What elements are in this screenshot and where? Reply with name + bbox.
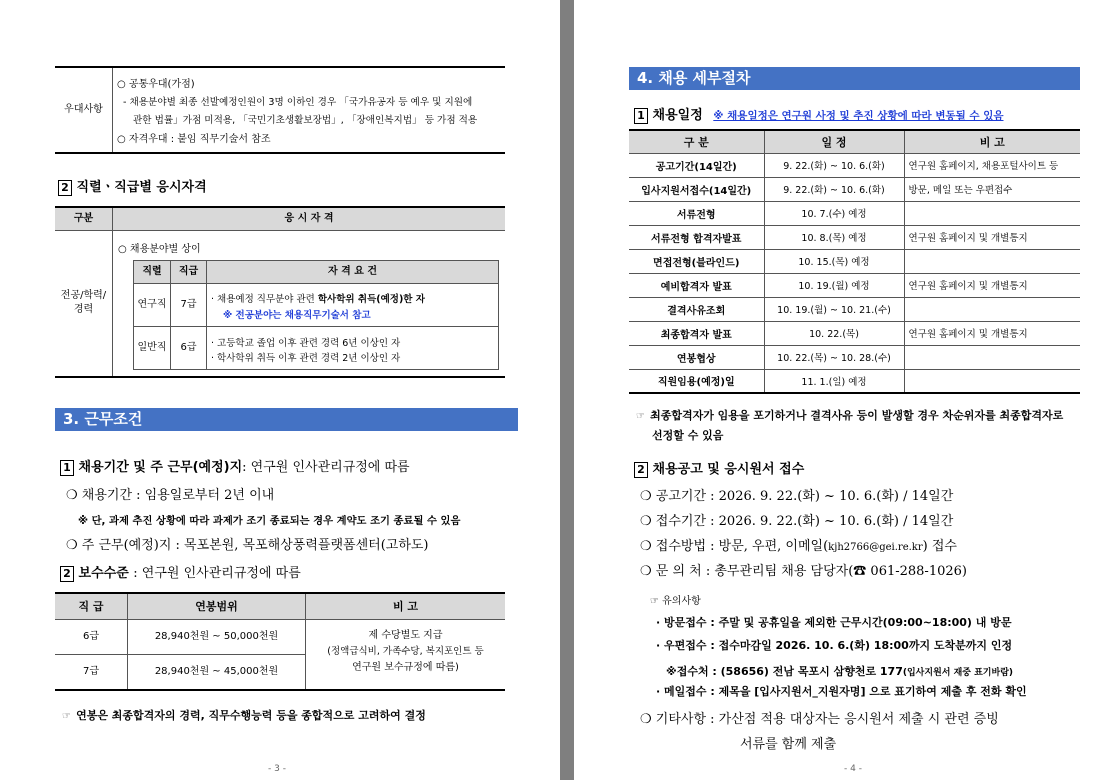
qualification-title: 직렬ㆍ직급별 응시자격: [76, 180, 207, 195]
inner-row1-line-2: ※ 전공분야는 채용직무기술서 참고: [223, 310, 371, 321]
schedule-remark: 방문, 메일 또는 우편접수: [904, 177, 1080, 201]
salary-footnote-text: 연봉은 최종합격자의 경력, 직무수행능력 등을 종합적으로 고려하여 결정: [76, 709, 426, 722]
application-bullet-1: ❍ 공고기간 : 2026. 9. 22.(화) ~ 10. 6.(화) / 14일간: [640, 489, 954, 504]
pay-row1-grade: 6급: [55, 620, 128, 655]
schedule-item: 결격사유조회: [629, 297, 764, 321]
pay-header-range: 연봉범위: [128, 594, 306, 620]
application-bullet-3a: ❍ 접수방법 : 방문, 우편, 이메일(: [640, 539, 829, 554]
replacement-note: [636, 404, 1063, 445]
schedule-remark: [904, 297, 1080, 321]
qualification-table: [55, 206, 505, 378]
schedule-row: [629, 249, 1080, 273]
inner-header-track: 직렬: [134, 261, 171, 284]
schedule-row: [629, 369, 1080, 393]
schedule-date: 10. 22.(목) ~ 10. 28.(수): [764, 345, 904, 369]
inner-row2-grade: 6급: [171, 327, 207, 369]
preference-line-2: - 채용분야별 최종 선발예정인원이 3명 이하인 경우 「국가유공자 등 예우 및 지원에: [123, 97, 473, 108]
preference-box: [55, 66, 505, 154]
schedule-item: 공고기간(14일간): [629, 153, 764, 177]
pay-heading: [60, 562, 301, 582]
schedule-row: [629, 273, 1080, 297]
section-number-box: 2: [634, 462, 648, 478]
preference-line-1: ○ 공통우대(가점): [117, 79, 195, 90]
qual-note: ○ 채용분야별 상이: [118, 244, 201, 255]
schedule-row: [629, 225, 1080, 249]
schedule-item: 직원임용(예정)일: [629, 369, 764, 393]
schedule-date: 10. 19.(월) 예정: [764, 273, 904, 297]
pay-remark-line-1: 제 수당별도 지급: [368, 630, 443, 641]
pay-row2-range: 28,940천원 ~ 45,000천원: [128, 655, 306, 689]
schedule-item: 서류전형 합격자발표: [629, 225, 764, 249]
inner-row1-line-1: [211, 291, 425, 305]
schedule-date: 10. 19.(월) ~ 10. 21.(수): [764, 297, 904, 321]
preference-line-3: 관한 법률」가점 미적용, 「국민기초생활보장법」, 「장애인복지법」 등 가점 적용: [133, 115, 478, 126]
schedule-header-remark: 비 고: [904, 130, 1080, 153]
schedule-heading: [634, 104, 1004, 124]
qualification-heading: [58, 176, 207, 196]
section-number-box: 2: [60, 566, 74, 582]
schedule-remark: 연구원 홈페이지 및 개별통지: [904, 321, 1080, 345]
period-note: ※ 단, 과제 추진 상황에 따라 과제가 조기 종료되는 경우 계약도 조기 종료될 수 있음: [78, 515, 461, 527]
qual-row-label-line-1: 전공/학력/: [60, 290, 107, 301]
schedule-date: 10. 7.(수) 예정: [764, 201, 904, 225]
schedule-date: 10. 22.(목): [764, 321, 904, 345]
section-number-box: 1: [634, 108, 648, 124]
inner-row2-line-1: · 고등학교 졸업 이후 관련 경력 6년 이상인 자: [211, 338, 401, 349]
application-bullet-3: [640, 535, 957, 554]
caution-line-4: · 메일접수 : 제목을 [입사지원서_지원자명] 으로 표기하여 제출 후 전화 확인: [656, 685, 1027, 698]
schedule-date: 9. 22.(화) ~ 10. 6.(화): [764, 153, 904, 177]
schedule-row: [629, 345, 1080, 369]
schedule-date: 10. 8.(목) 예정: [764, 225, 904, 249]
pay-row2-grade: 7급: [55, 655, 128, 689]
application-title: 채용공고 및 응시원서 접수: [652, 462, 805, 477]
pay-title: 보수수준: [78, 566, 129, 581]
schedule-item: 연봉협상: [629, 345, 764, 369]
caution-line-3b: (입사지원서 재중 표기바람): [902, 668, 1014, 678]
application-bullet-4: ❍ 문 의 처 : 총무관리팀 채용 담당자(☎ 061-288-1026): [640, 564, 967, 579]
period-suffix: : 연구원 인사관리규정에 따름: [242, 460, 410, 475]
schedule-header-date: 일 정: [764, 130, 904, 153]
caution-line-1: · 방문접수 : 주말 및 공휴일을 제외한 근무시간(09:00~18:00) 내 방문: [656, 616, 1012, 629]
inner-header-grade: 직급: [171, 261, 207, 284]
schedule-remark: 연구원 홈페이지, 채용포털사이트 등: [904, 153, 1080, 177]
schedule-row: [629, 297, 1080, 321]
schedule-header-item: 구 분: [629, 130, 764, 153]
application-bullet-5-cont: 서류를 함께 제출: [740, 737, 837, 752]
schedule-row: [629, 177, 1080, 201]
schedule-date: 9. 22.(화) ~ 10. 6.(화): [764, 177, 904, 201]
section-number-box: 2: [58, 180, 72, 196]
inner-row2-line-2: · 학사학위 취득 이후 관련 경력 2년 이상인 자: [211, 353, 401, 364]
inner-row1-grade: 7급: [171, 284, 207, 327]
period-bullet-1: ❍ 채용기간 : 임용일로부터 2년 이내: [66, 488, 275, 503]
schedule-item: 서류전형: [629, 201, 764, 225]
pay-remark-cell: [306, 628, 505, 676]
schedule-item: 면접전형(블라인드): [629, 249, 764, 273]
schedule-rows: [629, 153, 1080, 393]
pay-row1-range: 28,940천원 ~ 50,000천원: [128, 620, 306, 655]
schedule-remark: 연구원 홈페이지 및 개별통지: [904, 225, 1080, 249]
application-heading: [634, 458, 804, 478]
period-bullet-2: ❍ 주 근무(예정)지 : 목포본원, 목포해상풍력플랫폼센터(고하도): [66, 538, 429, 553]
schedule-date: 10. 15.(목) 예정: [764, 249, 904, 273]
inner-header-requirement: 자 격 요 건: [207, 261, 498, 284]
schedule-row: [629, 201, 1080, 225]
preference-label: 우대사항: [55, 68, 113, 152]
schedule-item: 입사지원서접수(14일간): [629, 177, 764, 201]
pay-table: [55, 592, 505, 691]
schedule-row: [629, 153, 1080, 177]
qual-row-label: [55, 231, 113, 376]
replacement-note-line-2: 선정할 수 있음: [652, 429, 724, 442]
inner-row1-requirement: [207, 284, 498, 327]
qual-inner-table: [133, 260, 499, 370]
pay-header-grade: 직 급: [55, 594, 128, 620]
caution-line-3a: ※접수처 : (58656) 전남 목포시 삼향천로 177: [666, 665, 903, 678]
schedule-table: [629, 129, 1080, 394]
application-email-link[interactable]: kjh2766@gei.re.kr: [828, 542, 923, 553]
section-4-bar: 4. 채용 세부절차: [629, 67, 1080, 90]
section-number-box: 1: [60, 460, 74, 476]
replacement-note-line-1: 최종합격자가 임용을 포기하거나 결격사유 등이 발생할 경우 차순위자를 최종합격자로: [650, 409, 1064, 422]
period-title: 채용기간 및 주 근무(예정)지: [78, 460, 243, 475]
application-bullet-5: ❍ 기타사항 : 가산점 적용 대상자는 응시원서 제출 시 관련 증빙: [640, 712, 999, 727]
application-bullet-3b: ) 접수: [922, 539, 957, 554]
pay-header-remark: 비 고: [306, 594, 505, 620]
schedule-item: 최종합격자 발표: [629, 321, 764, 345]
page-4: [574, 0, 1118, 780]
inner-row2-track: 일반직: [134, 327, 171, 369]
inner-row1-line-1a: · 채용예정 직무분야 관련: [211, 294, 318, 305]
inner-row1-line-1b: 학사학위 취득(예정)한 자: [317, 294, 425, 305]
schedule-remark: [904, 201, 1080, 225]
caution-heading: ☞ 유의사항: [650, 596, 701, 607]
inner-row1-track: 연구직: [134, 284, 171, 327]
pointing-hand-icon: ☞: [636, 411, 645, 422]
page-number: - 3 -: [268, 764, 286, 774]
page-number: - 4 -: [844, 764, 862, 774]
pay-remark-line-3: 연구원 보수규정에 따름): [352, 662, 459, 673]
qual-header-qualification: 응 시 자 격: [113, 208, 505, 231]
period-heading: [60, 456, 410, 476]
pay-suffix: : 연구원 인사관리규정에 따름: [133, 566, 301, 581]
schedule-row: [629, 321, 1080, 345]
section-3-bar: 3. 근무조건: [55, 408, 518, 431]
schedule-remark: [904, 345, 1080, 369]
qual-row-label-line-2: 경력: [73, 304, 94, 315]
schedule-item: 예비합격자 발표: [629, 273, 764, 297]
caution-line-2: · 우편접수 : 접수마감일 2026. 10. 6.(화) 18:00까지 도착분까지 인정: [656, 639, 1013, 652]
pay-remark-line-2: (정액급식비, 가족수당, 복지포인트 등: [327, 646, 484, 657]
schedule-remark: 연구원 홈페이지 및 개별통지: [904, 273, 1080, 297]
qual-header-division: 구분: [55, 208, 113, 231]
schedule-date: 11. 1.(일) 예정: [764, 369, 904, 393]
schedule-title: 채용일정: [652, 108, 703, 123]
pointing-hand-icon: ☞: [62, 711, 71, 722]
schedule-remark: [904, 249, 1080, 273]
preference-line-4: ○ 자격우대 : 붙임 직무기술서 참조: [117, 134, 271, 145]
schedule-note: ※ 채용일정은 연구원 사정 및 추진 상황에 따라 변동될 수 있음: [713, 110, 1004, 122]
schedule-remark: [904, 369, 1080, 393]
application-bullet-2: ❍ 접수기간 : 2026. 9. 22.(화) ~ 10. 6.(화) / 14일간: [640, 514, 954, 529]
caution-line-3: [666, 660, 1013, 679]
salary-footnote: [62, 704, 426, 723]
